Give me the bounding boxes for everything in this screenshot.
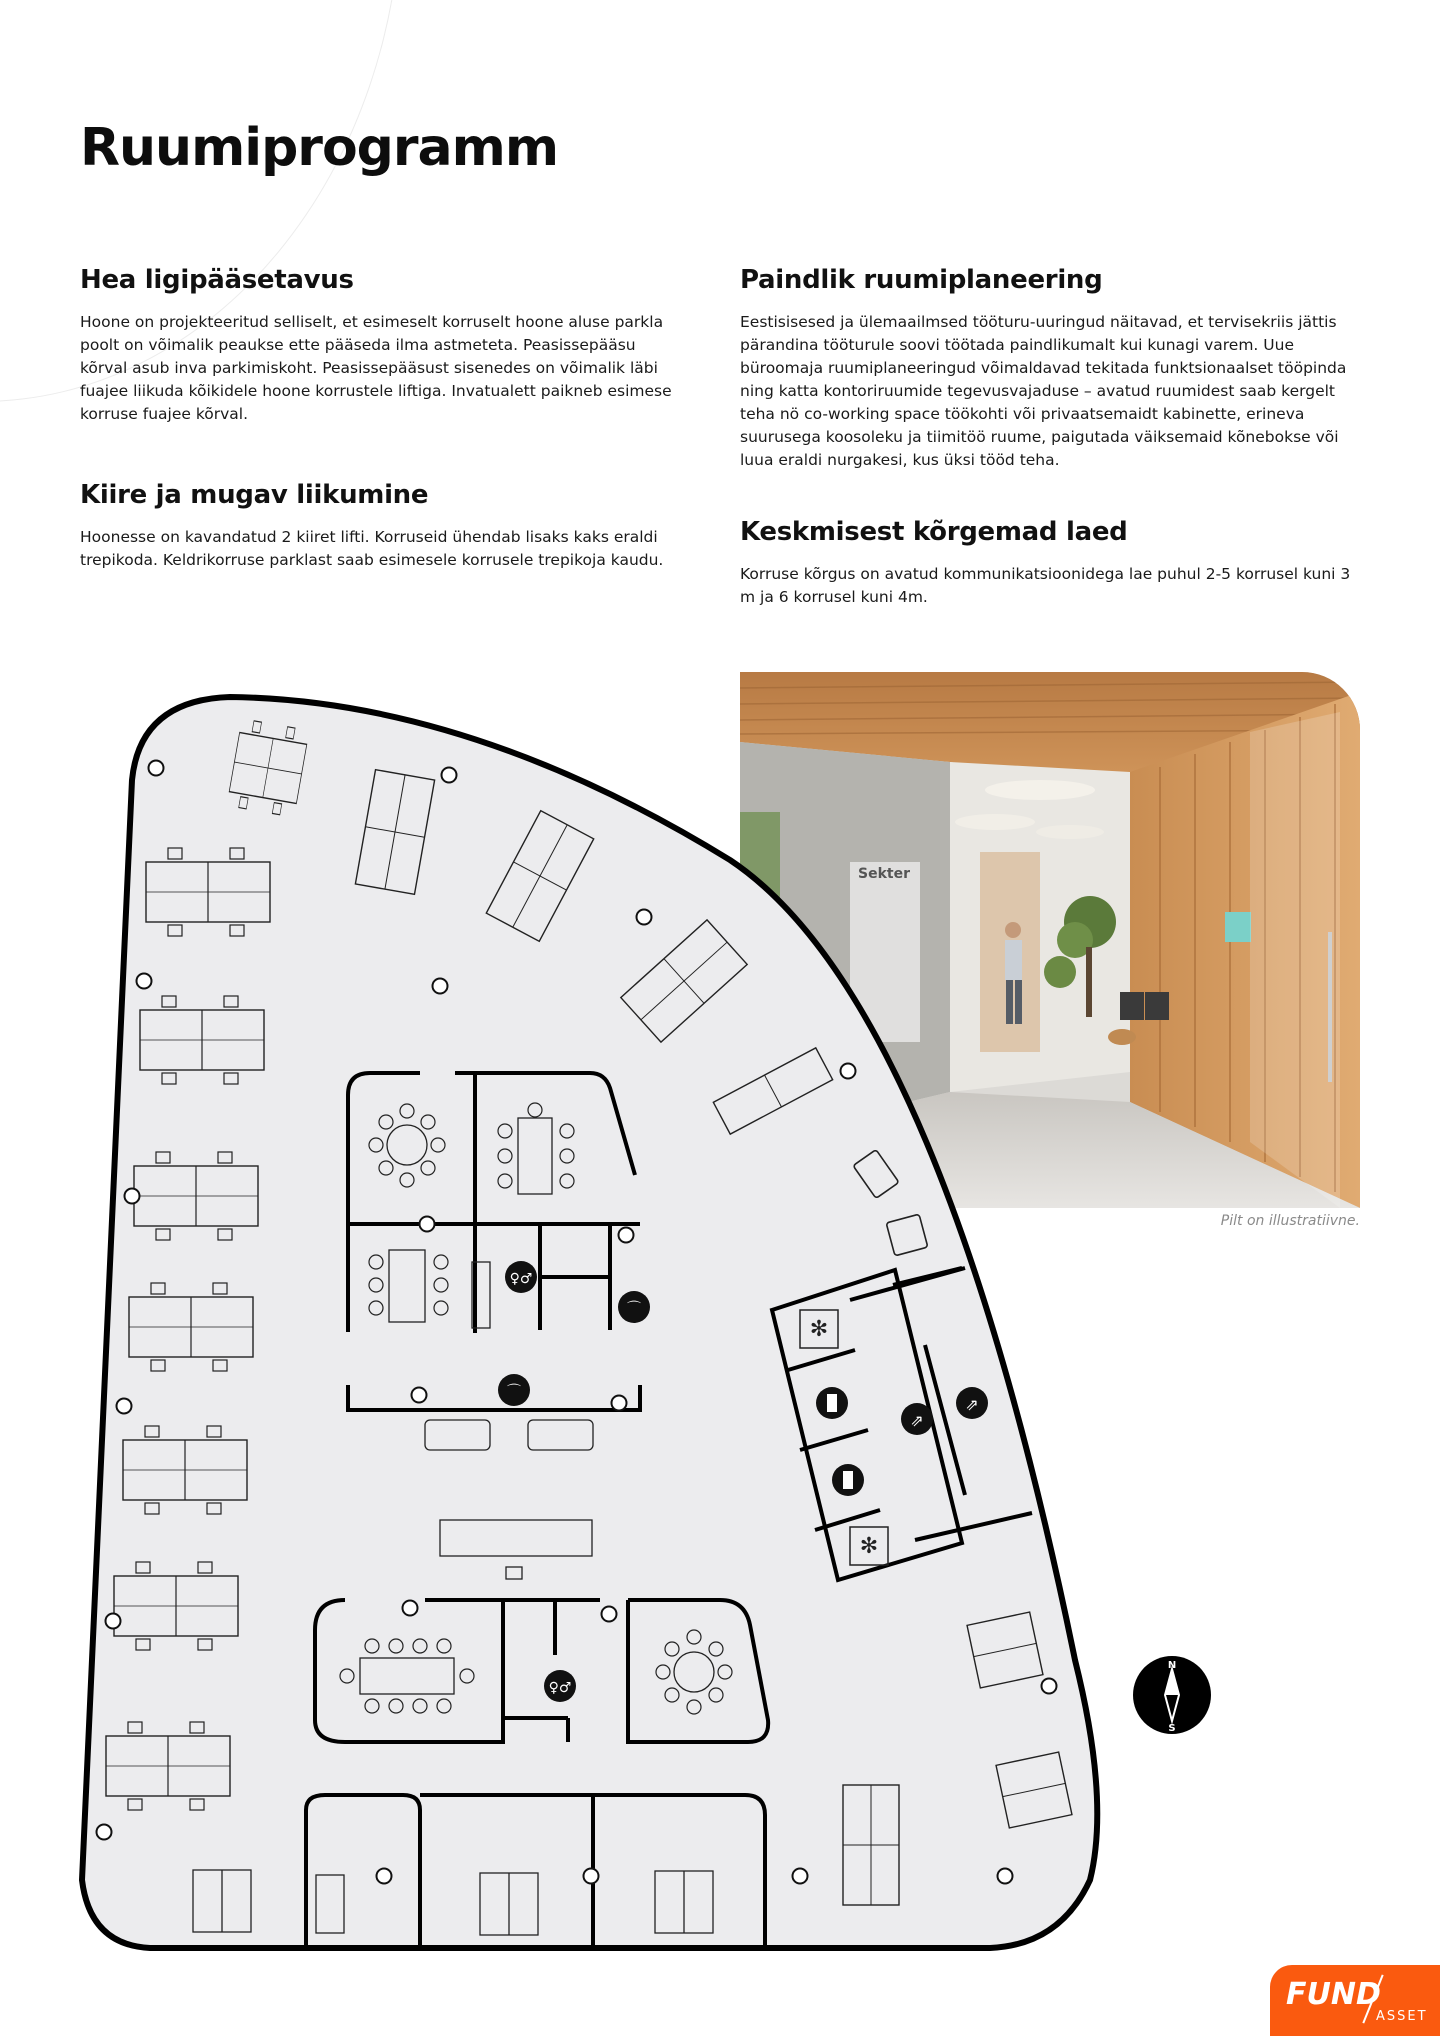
photo-caption: Pilt on illustratiivne. [1220, 1213, 1360, 1229]
svg-text:⌒: ⌒ [627, 1301, 641, 1317]
section-ceilings [740, 517, 1360, 609]
section-text: Hoone on projekteeritud selliselt, et esimeselt korruselt hoone aluse parkla poolt on võimalik peaukse ette pääseda ilma astmeteta. Peasissepääsu kõrval asub inva parkimiskoht. Peasissepääsust sisenedes on võimalik läbi fuajee liikuda kõikidele hoone korrustele liftiga. Invatualett paikneb esimese korruse fuajee kõrval. [80, 313, 672, 423]
fund-asset-logo [1270, 1965, 1440, 2036]
section-text: Korruse kõrgus on avatud kommunikatsioonidega lae puhul 2-5 korrusel kuni 3 m ja 6 korrusel kuni 4m. [740, 565, 1351, 606]
svg-text:✻: ✻ [859, 1534, 879, 1559]
section-text: Eestisisesed ja ülemaailmsed tööturu-uuringud näitavad, et tervisekriis jättis pärandina tööturule soovi töötada paindlikumalt kui kunagi varem. Uue büroomaja ruumiplaneeringud võimaldavad tekitada funktsionaalset tööpinda ning katta kontoriruumide tegevusvajaduse – avatud ruumidest saab kergelt teha nö co-working space töökohti või privaatsemaidt kabinette, erineva suurusega koosoleku ja tiimitöö ruume, paigutada väiksemaid kõnebokse või luua eraldi nurgakesi, kus üksi tööd teha. [740, 313, 1347, 469]
floor-outline [82, 697, 1097, 1948]
compass-south-label: S [1168, 1723, 1176, 1734]
page-title: Ruumiprogramm [80, 118, 559, 178]
section-movement [80, 480, 680, 572]
section-text: Hoonesse on kavandatud 2 kiiret lifti. Korruseid ühendab lisaks kaks eraldi trepikoda. Keldrikorruse parklast saab esimesele korrusele trepikoja kaudu. [80, 528, 664, 569]
svg-text:✻: ✻ [809, 1317, 829, 1342]
floor-plan [70, 680, 1120, 1964]
svg-text:♀♂: ♀♂ [548, 1680, 572, 1696]
svg-text:⇗: ⇗ [965, 1395, 979, 1414]
logo-wordmark: FUND [1286, 1977, 1381, 2012]
svg-text:⇗: ⇗ [910, 1411, 924, 1430]
svg-text:♀♂: ♀♂ [509, 1271, 533, 1287]
section-heading: Paindlik ruumiplaneering [740, 265, 1103, 295]
photo-sign-text: Sekter [858, 866, 910, 882]
section-heading: Keskmisest kõrgemad laed [740, 517, 1128, 547]
compass-north-label: N [1167, 1660, 1177, 1671]
section-heading: Hea ligipääsetavus [80, 265, 354, 295]
compass-icon [1132, 1655, 1212, 1739]
section-access [80, 265, 680, 426]
logo-subtext: ASSET [1376, 2009, 1428, 2024]
svg-text:⌒: ⌒ [507, 1384, 521, 1400]
section-heading: Kiire ja mugav liikumine [80, 480, 429, 510]
section-planning [740, 265, 1360, 472]
